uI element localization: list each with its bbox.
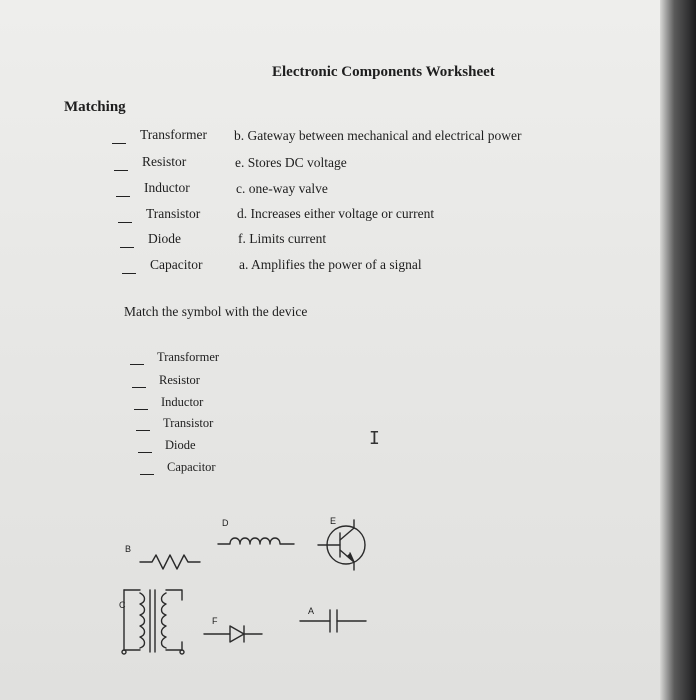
symbol-label: E: [330, 516, 337, 526]
capacitor-icon: [300, 610, 366, 632]
symbol-label: B: [125, 544, 132, 554]
definition-item: d. Increases either voltage or current: [237, 206, 435, 221]
device-item: Resistor: [159, 373, 200, 387]
symbol-label: A: [308, 606, 315, 616]
transformer-icon: [122, 590, 184, 654]
resistor-icon: [140, 555, 200, 569]
device-item: Capacitor: [167, 460, 216, 474]
diode-icon: [204, 626, 262, 642]
term-item: Diode: [148, 231, 181, 246]
matching-heading: Matching: [64, 99, 126, 115]
definition-item: e. Stores DC voltage: [235, 155, 347, 170]
symbol-label: C: [119, 600, 126, 610]
symbol-instruction: Match the symbol with the device: [124, 304, 308, 319]
definition-item: b. Gateway between mechanical and electrical power: [234, 128, 522, 143]
term-item: Inductor: [144, 180, 190, 195]
term-item: Transistor: [146, 206, 201, 221]
definition-item: a. Amplifies the power of a signal: [239, 257, 422, 272]
term-item: Resistor: [142, 154, 187, 169]
text-cursor-icon: I: [369, 428, 380, 449]
symbol-label: F: [212, 616, 218, 626]
device-item: Inductor: [161, 395, 204, 409]
symbol-label: D: [222, 518, 229, 528]
device-item: Diode: [165, 438, 196, 452]
term-item: Transformer: [140, 127, 207, 142]
definition-item: f. Limits current: [238, 231, 327, 246]
page-title: Electronic Components Worksheet: [272, 64, 495, 80]
transistor-icon: [318, 520, 365, 570]
definition-item: c. one-way valve: [236, 181, 328, 196]
term-item: Capacitor: [150, 257, 203, 272]
device-item: Transformer: [157, 350, 220, 364]
device-item: Transistor: [163, 416, 214, 430]
inductor-icon: [218, 538, 294, 544]
